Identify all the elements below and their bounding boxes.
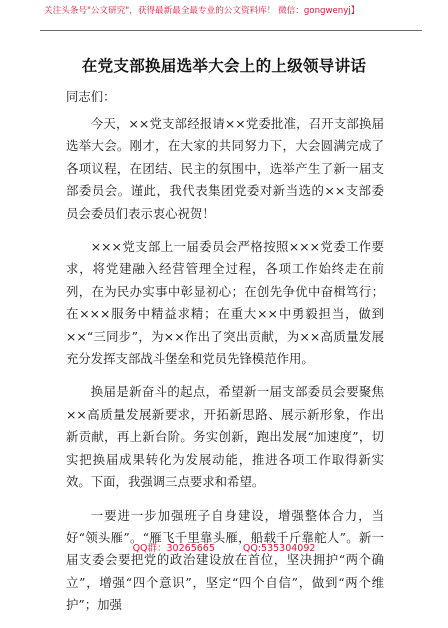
qq-contact: QQ:535304092 bbox=[242, 543, 316, 554]
footer-contacts bbox=[0, 540, 448, 554]
qq-group-contact: QQ群：30265665 bbox=[132, 543, 215, 554]
salutation: 同志们： bbox=[66, 89, 116, 104]
header-banner: 关注头条号"公文研究"，获得最新最全最专业的公文资料库！ 微信：gongwenyj】 bbox=[44, 6, 360, 16]
paragraph-3: 换届是新奋斗的起点，希望新一届支部委员会要聚焦××高质量发展新要求，开拓新思路、展示新形象，作出新贡献，再上新台阶。务实创新，跑出发展“加速度”，切实把换届成果转化为发展动能，推进各项工作取得新实效。下面，我强调三点要求和希望。 bbox=[66, 384, 384, 490]
paragraph-2: ×××党支部上一届委员会严格按照×××党委工作要求，将党建融入经营管理全过程，各项工作始终走在前列，在为民办实事中彰显初心；在创先争优中奋楫笃行；在×××服务中精益求精；在重大××中勇毅担当，做到××“三同步”，为××作出了突出贡献，为××高质量发展充分发挥支部战斗堡垒和党员先锋模范作用。 bbox=[66, 239, 384, 367]
paragraph-1: 今天，××党支部经报请××党委批准，召开支部换届选举大会。刚才，在大家的共同努力下，大会圆满完成了各项议程，在团结、民主的氛围中，选举产生了新一届支部委员会。谨此，我代表集团党委对新当选的××支部委员会委员们表示衷心祝贺！ bbox=[66, 116, 384, 221]
page-title: 在党支部换届选举大会上的上级领导讲话 bbox=[81, 57, 367, 75]
header-divider bbox=[40, 30, 422, 31]
paragraph-4: 一要进一步加强班子自身建设，增强整体合力，当好“领头雁”。“雁飞千里靠头雁，船载千斤靠舵人”。新一届支委会要把党的政治建设放在首位，坚决拥护“两个确立”，增强“四个意识”，坚定“四个自信”，做到“两个维护”；加强 bbox=[66, 507, 384, 613]
